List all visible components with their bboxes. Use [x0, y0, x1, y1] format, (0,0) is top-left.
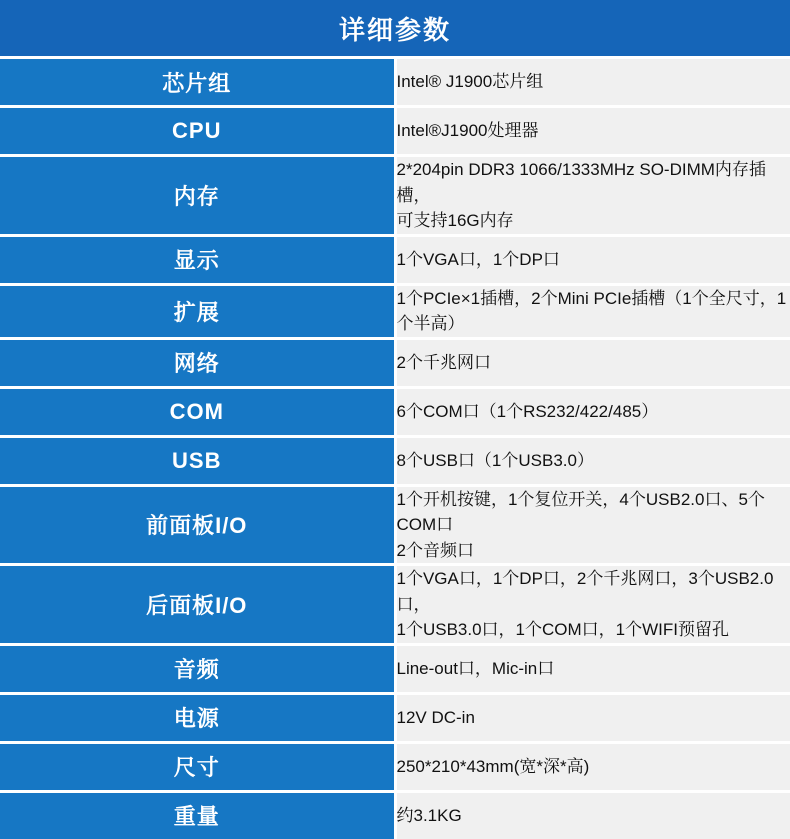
spec-value: [395, 284, 790, 338]
spec-value-line: 1个VGA口，1个DP口，2个千兆网口，3个USB2.0口，: [397, 566, 790, 617]
spec-label: 扩展: [0, 284, 395, 338]
spec-value-line: 12V DC-in: [397, 705, 790, 731]
spec-label: 网络: [0, 338, 395, 387]
spec-value-line: Intel® J1900芯片组: [397, 69, 790, 95]
spec-value: [395, 436, 790, 485]
table-row: [0, 644, 790, 693]
spec-label: 重量: [0, 791, 395, 839]
spec-label: 后面板I/O: [0, 565, 395, 645]
spec-value-line: 2个千兆网口: [397, 350, 790, 376]
spec-value: [395, 387, 790, 436]
spec-value-line: 1个PCIe×1插槽，2个Mini PCIe插槽（1个全尺寸，1个半高）: [397, 286, 790, 337]
spec-value: [395, 58, 790, 107]
table-row: [0, 565, 790, 645]
spec-value: [395, 107, 790, 156]
table-row: [0, 485, 790, 565]
spec-value: [395, 235, 790, 284]
spec-label: 尺寸: [0, 742, 395, 791]
spec-value-line: 1个USB3.0口，1个COM口，1个WIFI预留孔: [397, 617, 790, 643]
page-title: 详细参数: [0, 0, 790, 58]
table-row: [0, 58, 790, 107]
spec-value-line: 2个音频口: [397, 538, 790, 564]
spec-value: [395, 565, 790, 645]
table-row: [0, 387, 790, 436]
spec-value-line: Intel®J1900处理器: [397, 118, 790, 144]
table-row: [0, 436, 790, 485]
table-row: [0, 791, 790, 839]
spec-value: [395, 693, 790, 742]
spec-value-line: 2*204pin DDR3 1066/1333MHz SO-DIMM内存插槽，: [397, 157, 790, 208]
spec-label: COM: [0, 387, 395, 436]
spec-value-line: Line-out口，Mic-in口: [397, 656, 790, 682]
spec-value: [395, 644, 790, 693]
spec-label: 芯片组: [0, 58, 395, 107]
spec-value-line: 250*210*43mm(宽*深*高): [397, 754, 790, 780]
spec-label: 内存: [0, 156, 395, 236]
spec-value-line: 8个USB口（1个USB3.0）: [397, 448, 790, 474]
spec-value-line: 约3.1KG: [397, 803, 790, 829]
spec-value: [395, 485, 790, 565]
spec-label: USB: [0, 436, 395, 485]
table-row: [0, 107, 790, 156]
spec-value: [395, 338, 790, 387]
table-title-row: [0, 0, 790, 58]
spec-value: [395, 742, 790, 791]
spec-value: [395, 156, 790, 236]
spec-value-line: 6个COM口（1个RS232/422/485）: [397, 399, 790, 425]
spec-label: 电源: [0, 693, 395, 742]
table-row: [0, 338, 790, 387]
spec-value: [395, 791, 790, 839]
spec-value-line: 1个开机按键，1个复位开关，4个USB2.0口、5个COM口: [397, 487, 790, 538]
spec-label: 音频: [0, 644, 395, 693]
spec-label: 前面板I/O: [0, 485, 395, 565]
table-row: [0, 742, 790, 791]
table-row: [0, 284, 790, 338]
table-row: [0, 156, 790, 236]
table-row: [0, 693, 790, 742]
table-row: [0, 235, 790, 284]
spec-label: CPU: [0, 107, 395, 156]
spec-value-line: 1个VGA口，1个DP口: [397, 247, 790, 273]
spec-value-line: 可支持16G内存: [397, 208, 790, 234]
spec-label: 显示: [0, 235, 395, 284]
